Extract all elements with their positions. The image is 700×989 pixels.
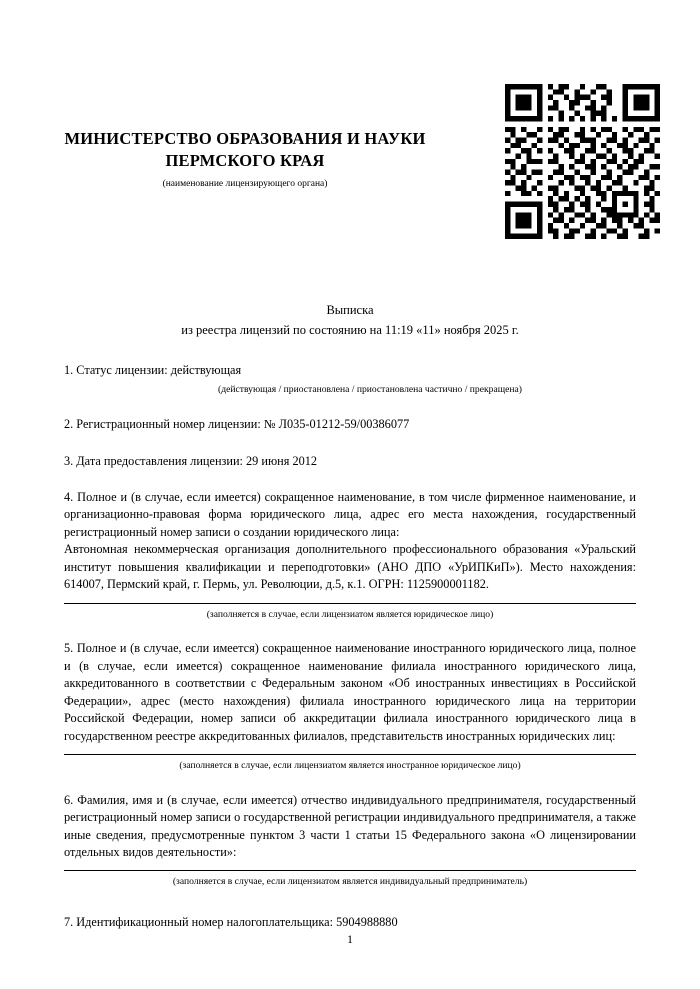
document-header <box>0 128 490 189</box>
qr-code <box>505 84 660 239</box>
item-reg-number <box>64 416 636 433</box>
item-foreign-entity-text: 5. Полное и (в случае, если имеется) сокращенное наименование иностранного юридического лица, полное и (в случае, если имеется) сокращенное наименование филиала иностранного юридического лица, аккредитованного в соответствии с Федеральным законом «Об иностранных инвестициях в Российской Федерации», адрес (место нахождения) филиала иностранного юридического лица на территории Российской Федерации, номер записи об аккредитации филиала иностранного юридического лица в государственном реестре аккредитованных филиалов, представительств иностранных юридических лиц: <box>64 641 636 743</box>
item-status-note: (действующая / приостановлена / приостановлена частично / прекращена) <box>218 384 522 396</box>
item-foreign-entity <box>64 640 636 772</box>
item-inn <box>64 914 636 931</box>
qr-code-image <box>505 84 660 239</box>
item-status <box>64 362 636 397</box>
item-legal-entity-value: Автономная некоммерческая организация дополнительного профессионального образования «Уральский институт повышения квалификации и переподготовки» (АНО ДПО «УрИПКиП»). Место нахождения: 614007, Пермский край, г. Пермь, ул. Революции, д.5, к.1. ОГРН: 1125900001182. <box>64 542 636 592</box>
item-individual-entrepreneur <box>64 792 636 889</box>
item-foreign-entity-note: (заполняется в случае, если лицензиатом является иностранное юридическое лицо) <box>179 760 521 772</box>
org-title-line2: ПЕРМСКОГО КРАЯ <box>165 151 325 171</box>
item-legal-entity-text: 4. Полное и (в случае, если имеется) сокращенное наименование, в том числе фирменное наименование, и организационно-правовая форма юридического лица, адрес его места нахождения, государственный регистрационный номер записи о создании юридического лица: <box>64 489 636 539</box>
document-body <box>64 362 636 945</box>
document-subtitle: из реестра лицензий по состоянию на 11:19 «11» ноября 2025 г. <box>181 323 519 337</box>
item-issue-date <box>64 453 636 470</box>
item-issue-date-text: 3. Дата предоставления лицензии: 29 июня 2012 <box>64 453 318 468</box>
page-number: 1 <box>347 932 353 946</box>
document-title: Выписка <box>326 303 374 317</box>
item-individual-entrepreneur-text: 6. Фамилия, имя и (в случае, если имеется) отчество индивидуального предпринимателя, государственный регистрационный номер записи о государственной регистрации индивидуального предпринимателя, а также иные сведения, предусмотренные пунктом 3 части 1 статьи 15 Федерального закона «О лицензировании отдельных видов деятельности»: <box>64 792 636 859</box>
org-caption: (наименование лицензирующего органа) <box>162 178 328 189</box>
divider <box>64 754 636 755</box>
item-legal-entity-note: (заполняется в случае, если лицензиатом является юридическое лицо) <box>206 608 494 620</box>
org-title-line1: МИНИСТЕРСТВО ОБРАЗОВАНИЯ И НАУКИ <box>64 129 426 148</box>
document-title-block <box>0 300 700 340</box>
item-individual-entrepreneur-note: (заполняется в случае, если лицензиатом является индивидуальный предприниматель) <box>172 876 528 888</box>
divider <box>64 603 636 604</box>
item-legal-entity <box>64 489 636 621</box>
item-inn-text: 7. Идентификационный номер налогоплательщика: 5904988880 <box>64 915 398 930</box>
divider <box>64 870 636 871</box>
item-reg-number-text: 2. Регистрационный номер лицензии: № Л035-01212-59/00386077 <box>64 417 410 432</box>
item-status-text: 1. Статус лицензии: действующая <box>64 363 242 377</box>
